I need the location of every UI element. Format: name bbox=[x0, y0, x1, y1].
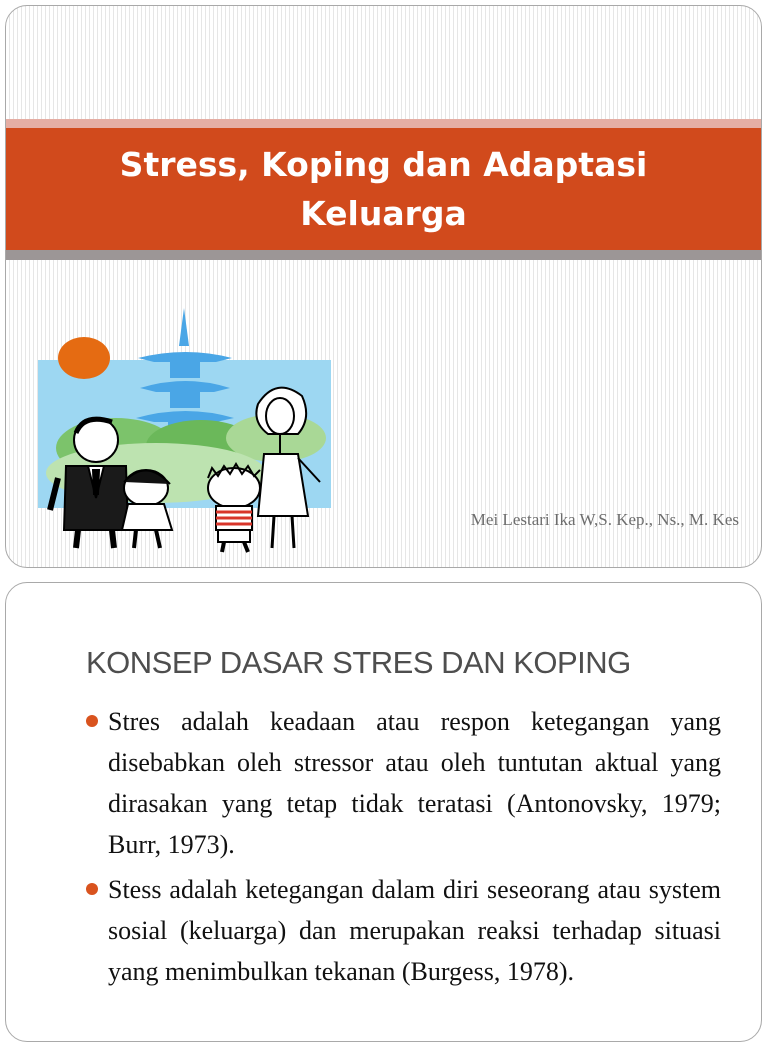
sun bbox=[58, 337, 110, 379]
son bbox=[208, 464, 260, 552]
slide-title bbox=[104, 140, 664, 238]
content-slide bbox=[5, 582, 762, 1042]
family-clipart bbox=[36, 298, 336, 560]
bullet-dot-icon bbox=[86, 883, 98, 895]
bullet-text: Stess adalah ketegangan dalam diri seseorang atau system sosial (keluarga) dan merupakan reaksi terhadap situasi yang menimbulkan tekanan (Burgess, 1978). bbox=[108, 875, 721, 986]
accent-stripe-bottom bbox=[6, 250, 761, 260]
bullet-dot-icon bbox=[86, 715, 98, 727]
list-item bbox=[86, 701, 721, 865]
bullet-list bbox=[86, 701, 721, 996]
accent-stripe-top bbox=[6, 119, 761, 128]
list-item bbox=[86, 869, 721, 992]
slide-heading: KONSEP DASAR STRES DAN KOPING bbox=[86, 645, 631, 680]
daughter bbox=[122, 470, 172, 548]
slide-title-line2: Keluarga bbox=[300, 194, 467, 233]
author-credit: Mei Lestari Ika W,S. Kep., Ns., M. Kes bbox=[470, 510, 739, 529]
title-slide bbox=[5, 5, 762, 568]
title-band bbox=[6, 128, 761, 250]
bullet-text: Stres adalah keadaan atau respon ketegangan yang disebabkan oleh stressor atau oleh tuntutan aktual yang dirasakan yang tetap tidak teratasi (Antonovsky, 1979; Burr, 1973). bbox=[108, 707, 721, 859]
slide-title-line1: Stress, Koping dan Adaptasi bbox=[119, 145, 648, 184]
